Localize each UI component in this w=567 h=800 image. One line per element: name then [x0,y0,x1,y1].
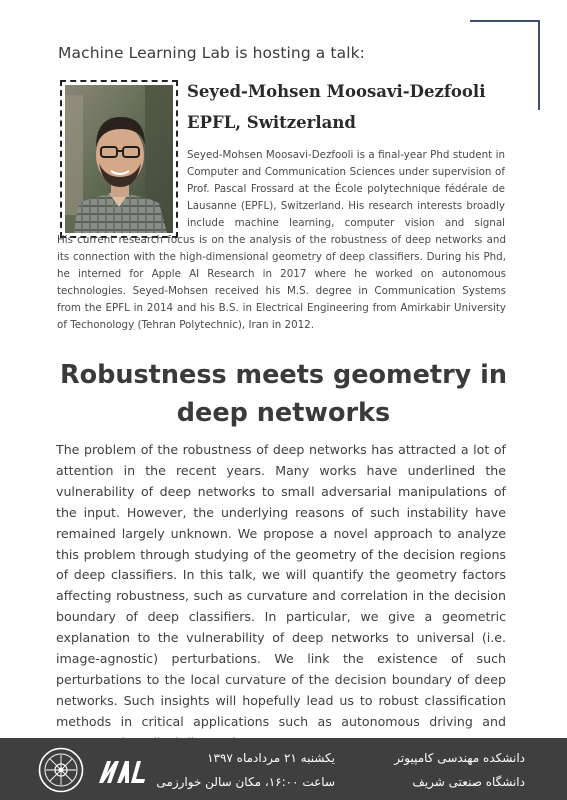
talk-abstract: The problem of the robustness of deep networks has attracted a lot of attention in the recent years. Many works have underlined the vulnerability of deep networks to small adversarial manipulations of the input. However, the underlying reasons of such instability have remained largely unknown. We propose a novel approach to analyze this problem through studying of the geometry of the decision regions of deep classifiers. In this talk, we will quantify the geometry factors affecting robustness, such as curvature and correlation in the decision boundary of deep classifiers. In particular, we give a geometric explanation to the vulnerability of deep networks to universal (i.e. image-agnostic) perturbations. We link the existence of such perturbations to the local curvature of the decision boundary of deep networks. Such insights will hopefully lead us to robust classification methods in critical applications such as autonomous driving and [56,442,506,729]
university-seal-icon [38,747,84,793]
host-announcement: Machine Learning Lab is hosting a talk: [58,44,365,62]
department-name: دانشکده مهندسی کامپیوتر [394,751,525,765]
speaker-name: Seyed-Mohsen Moosavi-Dezfooli [187,82,486,101]
event-time-location: ساعت ۱۶:۰۰، مکان سالن خوارزمی [156,775,335,789]
university-name: دانشگاه صنعتی شریف [412,775,525,789]
ml-lab-logo-icon [97,757,147,785]
speaker-bio-lower: His current research focus is on the analysis of the robustness of deep networks and its connection with the high-dimensional geometry of deep classifiers. During his Phd, he interned for Apple AI Research in 2017 where he worked on autonomous technologies. Seyed-Mohsen received his M.S. degree in Communication Systems from the EPFL in 2014 and his B.S. in Electrical Engineering from Amirkabir University of Techonology (Tehran Polytechnic), Iran in 2012. [57,234,506,332]
speaker-photo [65,85,173,233]
speaker-photo-frame [60,80,178,238]
speaker-affiliation: EPFL, Switzerland [187,113,356,132]
speaker-bio-upper: Seyed-Mohsen Moosavi-Dezfooli is a final-year Phd student in Computer and Communication Sciences under supervision of Prof. Pascal Frossard at the École polytechnique fédérale de Lausanne (EPFL), Switzerland. His research interests broadly include machine learning, computer vision and signal [187,149,505,230]
event-date: یکشنبه ۲۱ مردادماه ۱۳۹۷ [207,751,335,765]
footer-bar [0,738,567,800]
talk-title: Robustness meets geometry in deep networks [59,360,508,428]
